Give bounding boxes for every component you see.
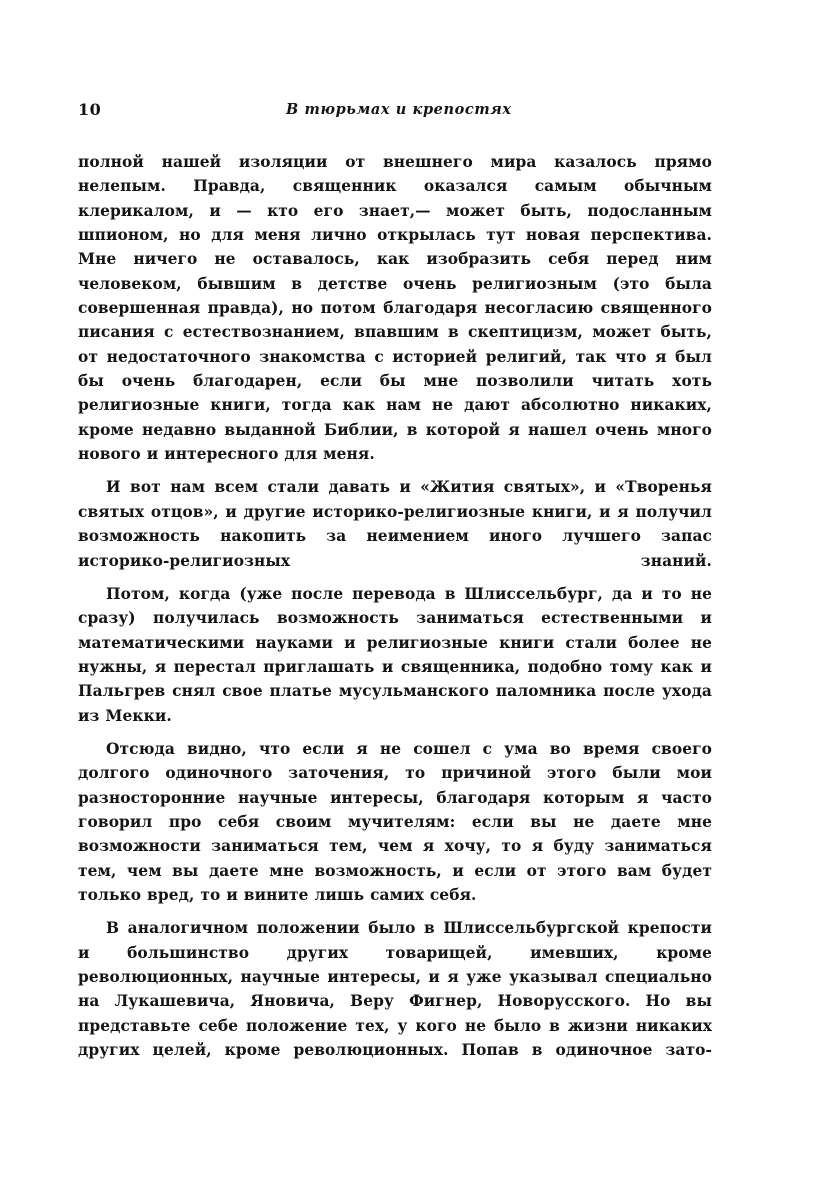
- page-number: 10: [78, 100, 102, 119]
- paragraph: Отсюда видно, что если я не сошел с ума во время своего долгого одиночного заточения, то причиной этого были мои разносторонние научные интересы, благодаря которым я часто говорил про себя своим мучителям: если вы не даете мне возможности заниматься тем, чем я хочу, то я буду заниматься тем, чем вы даете мне возможность, и если от этого вам будет только вред, то и вините лишь самих себя.: [78, 739, 712, 904]
- paragraph: Потом, когда (уже после перевода в Шлиссельбург, да и то не сразу) получилась возможность заниматься естественными и математическими науками и религиозные книги стали более не нужны, я перестал приглашать и священника, подобно тому как и Пальгрев снял свое платье мусульманского паломника после ухода из Мекки.: [78, 584, 712, 725]
- body-text: [78, 150, 712, 1071]
- running-header: [78, 100, 714, 126]
- paragraph: полной нашей изоляции от внешнего мира казалось прямо нелепым. Правда, священник оказался самым обычным клерикалом, и — кто его знает,— может быть, подосланным шпионом, но для меня лично открылась тут новая перспектива. Мне ничего не оставалось, как изобразить себя перед ним человеком, бывшим в детстве очень религиозным (это была совершенная правда), но потом благодаря несогласию священного писания с естествознанием, впавшим в скептицизм, может быть, от недостаточного знакомства с историей религий, так что я был бы очень благодарен, если бы мне позволили читать хоть религиозные книги, тогда как нам не дают абсолютно никаких, кроме недавно выданной Библии, в которой я нашел очень много нового и интересного для меня.: [78, 153, 712, 464]
- paragraph: И вот нам всем стали давать и «Жития святых», и «Творенья святых отцов», и другие историко-религиозные книги, и я получил возможность накопить за неимением иного лучшего запас историко-религиозных знаний.: [78, 478, 712, 570]
- running-title: В тюрьмах и крепостях: [286, 101, 512, 118]
- paragraph: В аналогичном положении было в Шлиссельбургской крепости и большинство других товарищей, имевших, кроме революционных, научные интересы, и я уже указывал специально на Лукашевича, Яновича, Веру Фигнер, Новорусского. Но вы представьте себе положение тех, у кого не было в жизни никаких других целей, кроме революционных. Попав в одиночное зато-: [78, 919, 712, 1060]
